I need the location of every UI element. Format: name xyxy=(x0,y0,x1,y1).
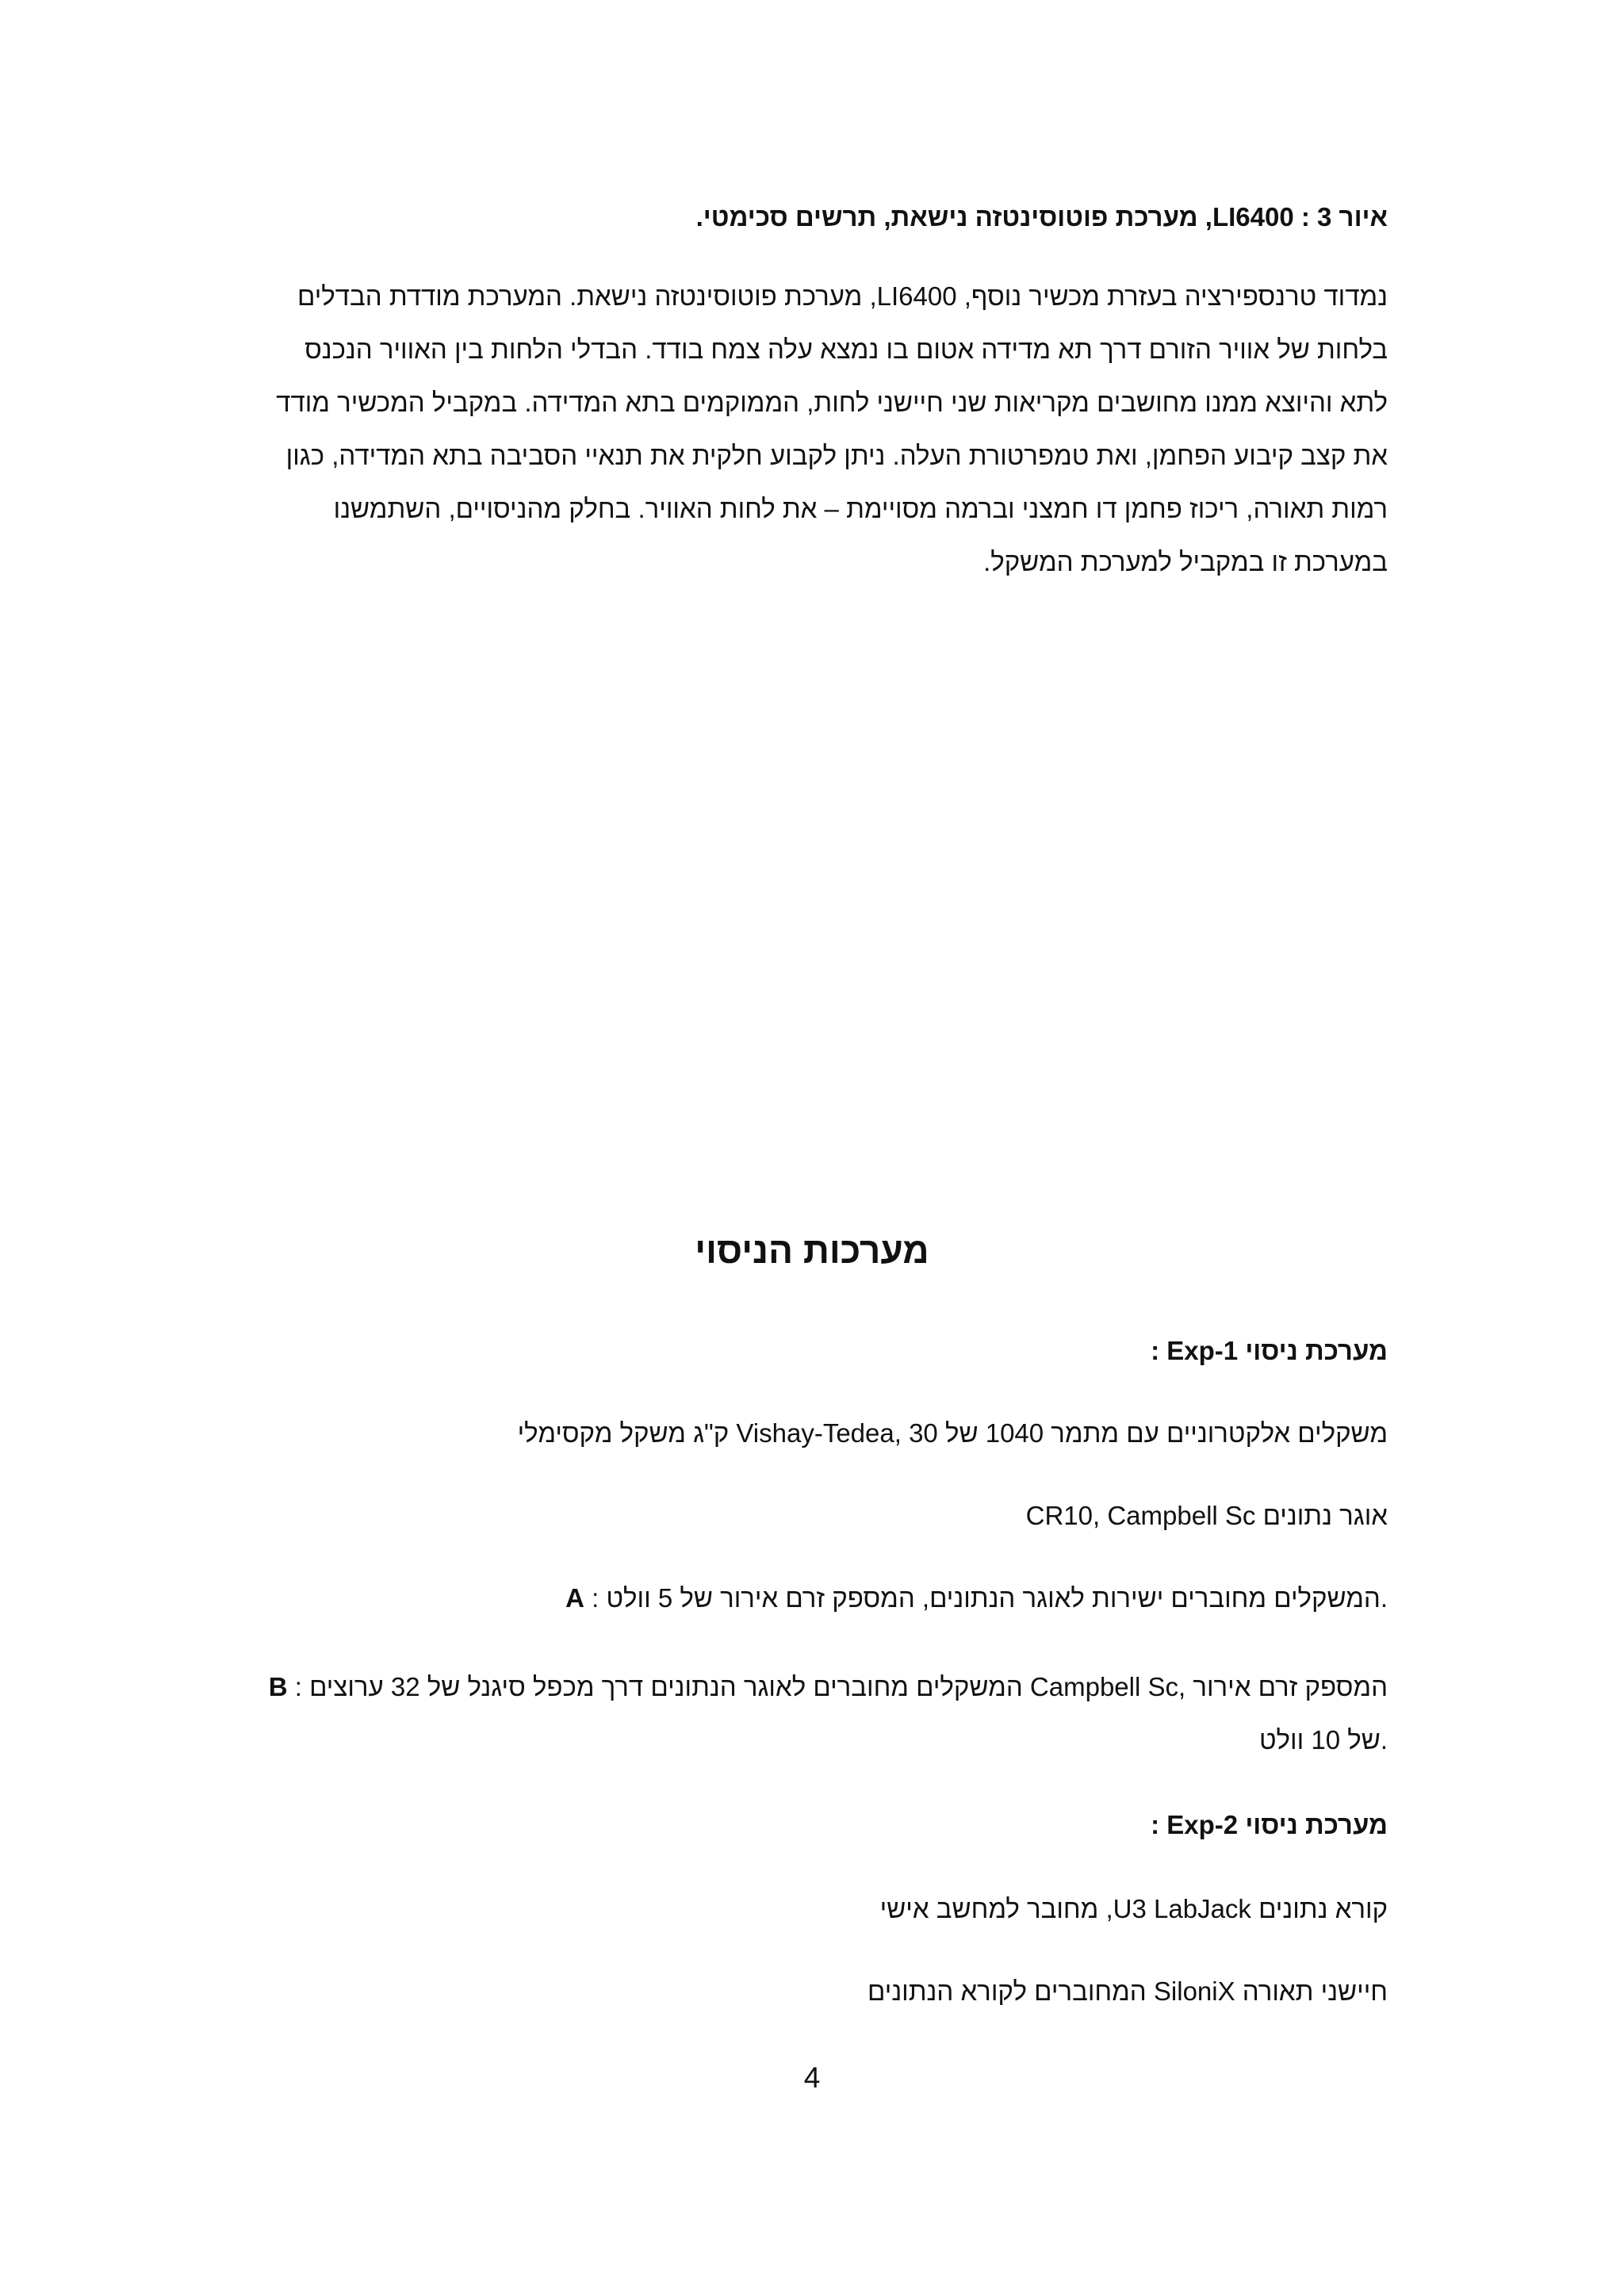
exp1-option-b xyxy=(252,1660,1388,1766)
body-paragraph xyxy=(252,270,1388,588)
paragraph-text: נמדוד טרנספירציה בעזרת מכשיר נוסף, LI6400, מערכת פוטוסינטזה נישאת. המערכת מודדת הבדלים בלחות של אוויר הזורם דרך תא מדידה אטום בו נמצא עלה צמח בודד. הבדלי הלחות בין האוויר הנכנס לתא והיוצא ממנו מחושבים מקריאות שני חיישני לחות, הממוקמים בתא המדידה. במקביל המכשיר מודד את קצב קיבוע הפחמן, ואת טמפרטורת העלה. ניתן לקבוע חלקית את תנאיי הסביבה בתא המדידה, כגון רמות תאורה, ריכוז פחמן דו חמצני וברמה מסויימת – את לחות האוויר. בחלק מהניסויים, השתמשנו במערכת זו במקביל למערכת המשקל. xyxy=(276,281,1388,576)
exp1-logger-line: אוגר נתונים CR10, Campbell Sc xyxy=(1025,1501,1388,1530)
figure-caption: איור 3 : LI6400, מערכת פוטוסינטזה נישאת, תרשים סכימטי. xyxy=(695,202,1388,232)
exp1-heading: מערכת ניסוי Exp-1 : xyxy=(1151,1336,1388,1365)
exp1-option-a xyxy=(252,1576,1388,1621)
page-number: 4 xyxy=(803,2061,821,2094)
option-a-label: A xyxy=(565,1583,584,1613)
exp2-sensors-line: חיישני תאורה SiloniX המחוברים לקורא הנתונים xyxy=(868,1976,1388,2006)
exp2-reader-line: קורא נתונים U3 LabJack, מחובר למחשב אישי xyxy=(879,1894,1388,1923)
option-a-text: : המשקלים מחוברים ישירות לאוגר הנתונים, המספק זרם אירור של 5 וולט. xyxy=(584,1583,1388,1613)
exp1-scales-line: משקלים אלקטרוניים עם מתמר 1040 של Vishay-Tedea, 30 ק"ג משקל מקסימלי xyxy=(517,1418,1388,1448)
option-b-text: : המשקלים מחוברים לאוגר הנתונים דרך מכפל סיגנל של 32 ערוצים Campbell Sc, המספק זרם אירור של 10 וולט. xyxy=(287,1672,1388,1755)
section-title: מערכות הניסוי xyxy=(695,1230,929,1271)
option-b-label: B xyxy=(268,1672,288,1701)
exp2-heading: מערכת ניסוי Exp-2 : xyxy=(1151,1810,1388,1839)
